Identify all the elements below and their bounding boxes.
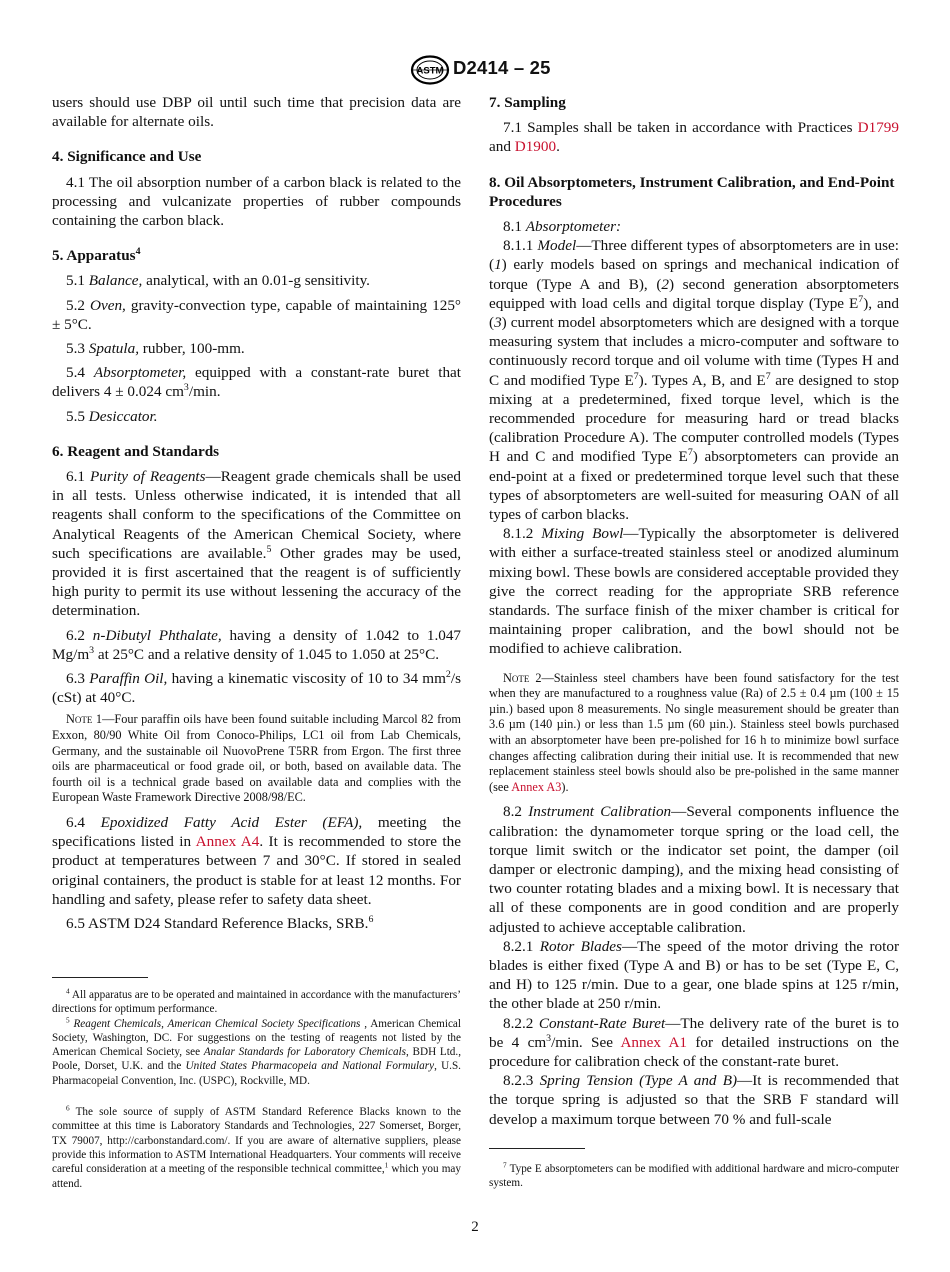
section-8-title: 8. Oil Absorptometers, Instrument Calibration, and End-Point Procedures: [489, 173, 895, 210]
para-6-5: 6.5 ASTM D24 Standard Reference Blacks, SRB.$^6$: [66, 914, 374, 933]
para-5-5: 5.5 Desiccator.: [66, 407, 158, 425]
section-7-title: 7. Sampling: [489, 94, 566, 111]
d1900-link[interactable]: D1900: [514, 138, 557, 156]
para-6-4: 6.4 Epoxidized Fatty Acid Ester (EFA), meeting the specifications listed in Annex A4. It is recommended to store the product at temperatures between 7 and 30°C. If stored in sealed original containers, the product is stable for at least 12 months. For handling and safety, please refer to safety data sheet.: [52, 814, 461, 908]
para-8-2-1: 8.2.1 Rotor Blades—The speed of the motor driving the rotor blades is either fixed (Type A and B) or has to be set (Type E, C, and H) to 125 r/min. Due to a gear, one blade spins at 125 r/min, the other blade at 250 r/min.: [489, 937, 899, 1013]
note-1: Note 1—Four paraffin oils have been found suitable including Marcol 82 from Exxon, 80/90 White Oil from Conoco-Philips, LC1 oil from Lab Chemicals, Germany, and the sustainable oil NuovoPrene T5RR from Ergon. The first three oils are pharmaceutical or food grade oil, or both, based on available data. The fourth oil is a technical grade based on available data and complies with the European Waste Framework Directive 2008/98/EC.: [52, 712, 462, 805]
d1799-link[interactable]: D1799: [857, 119, 899, 137]
footnote-divider-left: [52, 977, 148, 978]
logo-text: ASTM: [416, 65, 444, 77]
para-8-1-2: 8.1.2 Mixing Bowl—Typically the absorptometer is delivered with either a surface-treated stainless steel or anodized aluminum mixing bowl. These bowls are considered acceptable provided they give the correct reading for the appropriate SRB reference standards. The surface finish of the mixer chamber is critical for maintaining proper calibration, and the bowl should not be modified to achieve calibration.: [489, 525, 900, 658]
para-5-2: 5.2 Oven, gravity-convection type, capable of maintaining 125° ± 5°C.: [52, 296, 462, 333]
para-6-3: 6.3 Paraffin Oil, having a kinematic viscosity of 10 to 34 $mm^2/s$ (cSt) at 40°C.: [52, 669, 461, 707]
para-8-1: 8.1 Absorptometer:: [503, 218, 622, 236]
para-5-1: 5.1 Balance, analytical, with an 0.01-g sensitivity.: [66, 272, 370, 290]
footnote-ref-5[interactable]: 5: [266, 543, 272, 555]
document-id: D2414 – 25: [453, 57, 551, 78]
para-8-1-1: 8.1.1 Model—Three different types of absorptometers are in use: (1) early models based on springs and mechanical indication of torque (Type A and B), (2) second generation absorptometers equipped with load cells and digital torque display (Type $E^7$), and (3) current model absorptometers which are designed with a torque measuring system that includes a micro-computer and software to continuously record torque and oil volume with time (Types H and C and modified Type $E^7$). Types A, B, and $E^7$ are designed to stop mixing at a predetermined, fixed torque level, which is the recommended procedure for measuring hard or tread blacks (calibration Procedure A). The computer controlled models (Types H and C and modified Type $E^7$) absorptometers can provide an end-point at a fixed or predetermined torque level such that these types of absorptometers are well-suited for measuring OAN of all types of carbon blacks.: [489, 237, 900, 524]
para-7-1: 7.1 Samples shall be taken in accordance with Practices D1799 and D1900.: [489, 119, 899, 156]
annex-a1-link[interactable]: Annex A1: [620, 1033, 688, 1051]
section-5-title: 5. Apparatus$^4$: [52, 246, 141, 265]
para-5-3: 5.3 Spatula, rubber, 100-mm.: [66, 340, 245, 358]
footnote-4: $^4$ All apparatus are to be operated and maintained in accordance with the manufacturers’ directions for optimum performance.: [52, 987, 461, 1016]
footnote-7: $^7$ Type E absorptometers can be modified with additional hardware and micro-computer system.: [489, 1161, 899, 1190]
note-2: Note 2—Stainless steel chambers have been found satisfactory for the test when they are manufactured to a roughness value (Ra) of 2.5 ± 0.4 µm (100 ± 15 µin.) based upon 8 measurements. No single measurement should be greater than 3.6 µm (140 µin.) or less than 1.5 µm (60 µin.). Stainless steel bowls purchased with an absorptometer have been pre-polished for 16 h to minimize bowl surface changes affecting calibration during their initial use. It is recommended that new replacement stainless steel bowls should also be pre-polished in the same manner (see Annex A3).: [489, 670, 899, 794]
para-8-2-2: 8.2.2 Constant-Rate Buret—The delivery rate of the buret is to be 4 $cm^3/\min$. See Annex A1 for detailed instructions on the procedure for calibration check of the constant-rate buret.: [489, 1014, 900, 1071]
para-6-1: 6.1 Purity of Reagents—Reagent grade chemicals shall be used in all tests. Unless otherwise indicated, it is intended that all reagents shall conform to the specifications of the Committee on Analytical Reagents of the American Chemical Society, where such specifications are available.$^5$ Other grades may be used, provided it is first ascertained that the reagent is of sufficiently high purity to permit its use without lessening the accuracy of the determination.: [52, 468, 462, 620]
page-number: 2: [471, 1219, 479, 1235]
annex-a3-link[interactable]: Annex A3: [511, 779, 562, 794]
right-column: [489, 93, 899, 1129]
page-header: [0, 55, 950, 85]
left-column: [52, 93, 461, 933]
footnote-6: $^6$ The sole source of supply of ASTM Standard Reference Blacks known to the committee at this time is Laboratory Standards and Technologies, 227 Somerset, Borger, TX 79007, http://carbonstandard.com/. If you are aware of alternative suppliers, please provide this information to ASTM International Headquarters. Your comments will receive careful consideration at a meeting of the responsible technical committee,$^1$ which you may attend.: [52, 1104, 461, 1190]
para-5-4: 5.4 Absorptometer, equipped with a constant-rate buret that delivers 4 ± 0.024 $cm^3/\min$.: [52, 364, 461, 401]
footnote-ref-6[interactable]: 6: [368, 914, 374, 925]
astm-logo-icon: [409, 55, 451, 85]
para-8-2: 8.2 Instrument Calibration—Several components influence the calibration: the dynamometer torque spring or the load cell, the torque limit switch or the indicator set point, the damper (oil damper or electronic damping), and the mixing head consisting of two counter rotating blades and a mixing bowl. It is necessary that all of these components are in good condition and are properly adjusted to achieve acceptable calibration.: [489, 803, 899, 936]
section-6-title: 6. Reagent and Standards: [52, 442, 220, 460]
annex-a4-link[interactable]: Annex A4: [195, 833, 260, 851]
footnote-ref-4[interactable]: 4: [135, 246, 141, 258]
footnote-divider-right: [489, 1148, 585, 1149]
intro-paragraph: users should use DBP oil until such time that precision data are available for alternate oils.: [52, 94, 461, 131]
footnotes-right: [489, 1162, 899, 1191]
footnotes-left: [52, 988, 461, 1191]
para-4-1: 4.1 The oil absorption number of a carbon black is related to the processing and vulcanizate properties of rubber compounds containing the carbon black.: [52, 173, 461, 230]
section-4-title: 4. Significance and Use: [52, 148, 202, 166]
para-8-2-3: 8.2.3 Spring Tension (Type A and B)—It is recommended that the torque spring is adjusted so that the SRB F standard will develop a maximum torque between 70 % and full-scale: [489, 1072, 899, 1128]
para-6-2: 6.2 n-Dibutyl Phthalate, having a density of 1.042 to 1.047 $Mg/m^3$ at 25°C and a relative density of 1.045 to 1.050 at 25°C.: [52, 626, 462, 663]
footnote-5: $^5$ Reagent Chemicals, American Chemical Society Specifications , American Chemical Society, Washington, DC. For suggestions on the testing of reagents not listed by the American Chemical Society, see Analar Standards for Laboratory Chemicals, BDH Ltd., Poole, Dorset, U.K. and the United States Pharmacopeia and National Formulary, U.S. Pharmacopeial Convention, Inc. (USPC), Rockville, MD.: [52, 1015, 462, 1087]
